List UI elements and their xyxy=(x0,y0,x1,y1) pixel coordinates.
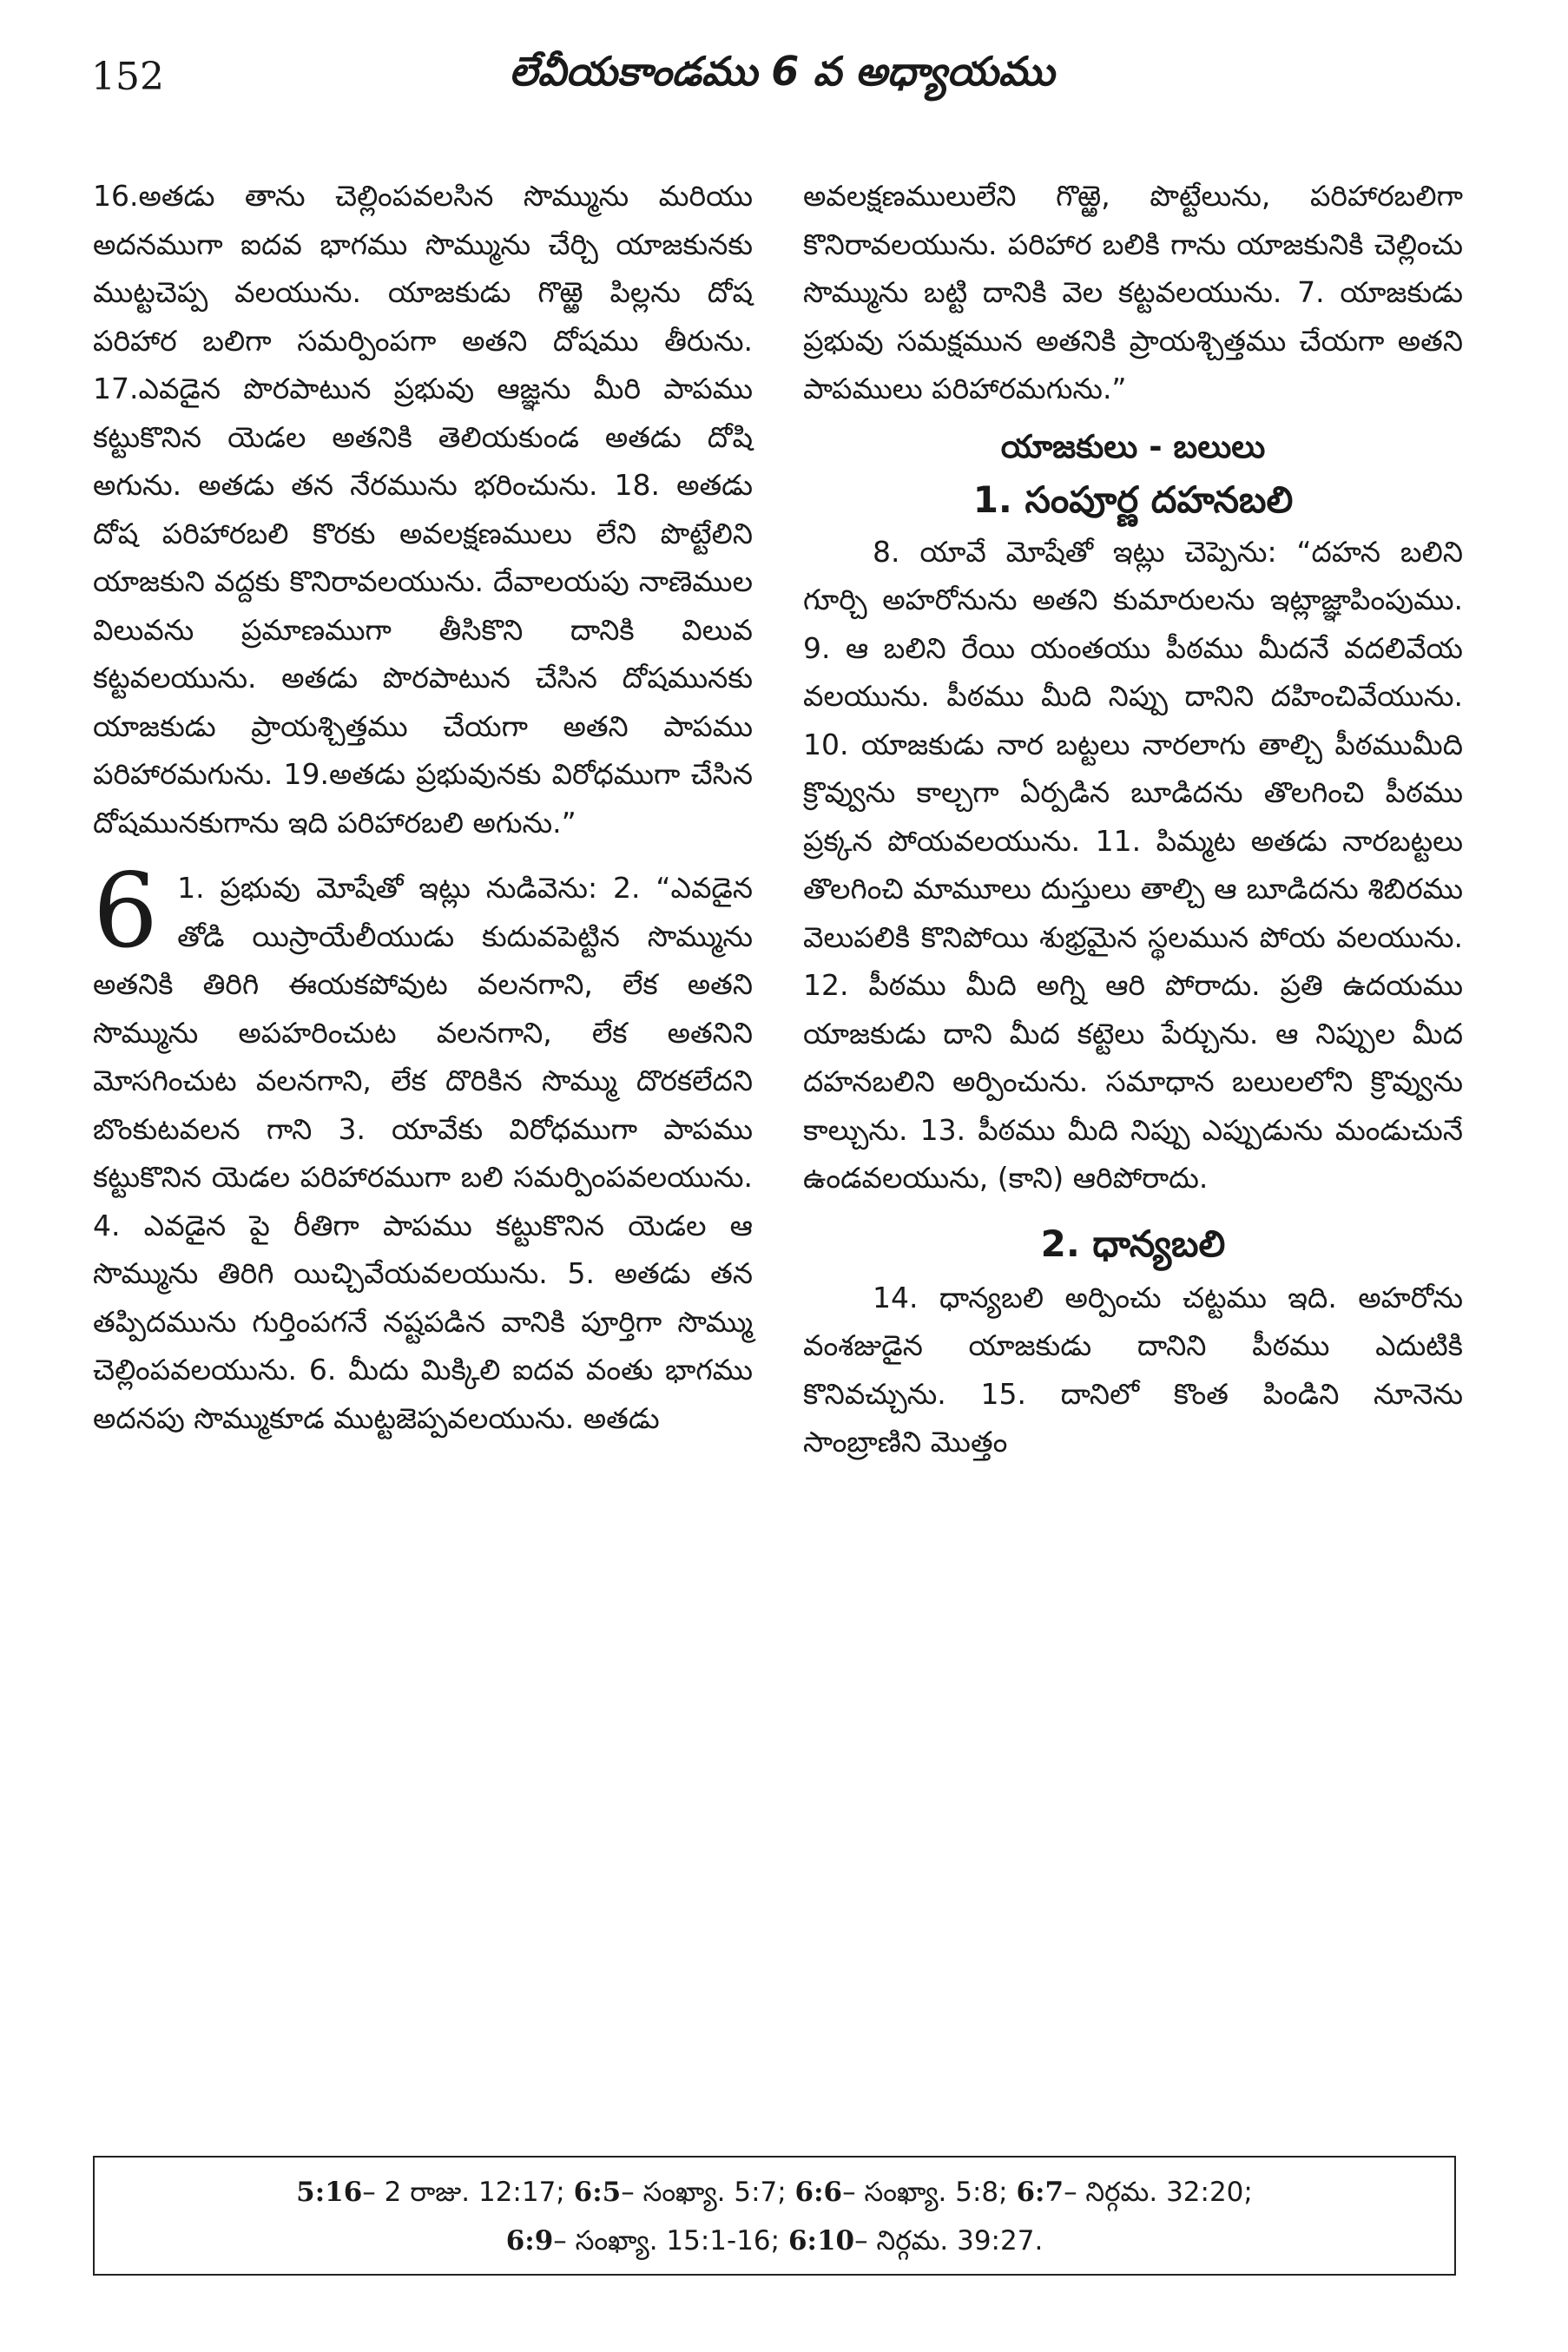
paragraph: 14. ధాన్యబలి అర్పించు చట్టము ఇది. అహరోను వంశజుడైన యాజకుడు దానిని పీఠము ఎదుటికి కొనివచ్చును. 15. దానిలో కొంత పిండిని నూనెను సాంబ్రాణిని మొత్తం xyxy=(803,1280,1463,1459)
right-column xyxy=(803,172,1463,1466)
page-number: 152 xyxy=(91,55,164,99)
cross-reference-ref: 6:5 xyxy=(573,2177,622,2208)
footnote-line xyxy=(95,2217,1454,2265)
cross-reference-ref: 6:9 xyxy=(505,2225,554,2256)
cross-reference-ref: 6:6 xyxy=(794,2177,843,2208)
page-header xyxy=(91,48,1472,117)
paragraph: 1. ప్రభువు మోషేతో ఇట్లు నుడివెను: 2. “ఎవడైన తోడి యిస్రాయేలీయుడు కుదువపెట్టిన సొమ్మును అతనికి తిరిగి ఈయకపోవుట వలనగాని, లేక అతని సొమ్మును అపహరించుట వలనగాని, లేక అతనిని మోసగించుట వలనగాని, లేక దొరికిన సొమ్ము దొరకలేదని బొంకుటవలన గాని 3. యావేకు విరోధముగా పాపము కట్టుకొనిన యెడల పరిహారముగా బలి సమర్పింపవలయును. 4. ఎవడైన పై రీతిగా పాపము కట్టుకొనిన యెడల ఆ సొమ్మును తిరిగి యిచ్చివేయవలయును. 5. అతడు తన తప్పిదమును గుర్తింపగనే నష్టపడిన వానికి పూర్తిగా సొమ్ము చెల్లింపవలయును. 6. మీదు మిక్కిలి ఐదవ వంతు భాగము అదనపు సొమ్ముకూడ ముట్టజెప్పవలయును. అతడు xyxy=(93,871,753,1435)
cross-reference-ref: 5:16 xyxy=(296,2177,363,2208)
section-heading: 1. సంపూర్ణ దహనబలి xyxy=(972,478,1294,521)
paragraph: 8. యావే మోషేతో ఇట్లు చెప్పెను: “దహన బలిని గూర్చి అహరోనును అతని కుమారులను ఇట్లాజ్ఞాపింపుము. 9. ఆ బలిని రేయి యంతయు పీఠము మీదనే వదలివేయ వలయును. పీఠము మీది నిప్పు దానిని దహించివేయును. 10. యాజకుడు నార బట్టలు నారలాగు తాల్చి పీఠముమీది క్రొవ్వును కాల్చగా ఏర్పడిన బూడిదను తొలగించి పీఠము ప్రక్కన పోయవలయును. 11. పిమ్మట అతడు నారబట్టలు తొలగించి మామూలు దుస్తులు తాల్చి ఆ బూడిదను శిబిరము వెలుపలికి కొనిపోయి శుభ్రమైన స్థలమున పోయ వలయును. 12. పీఠము మీది అగ్ని ఆరి పోరాదు. ప్రతి ఉదయము యాజకుడు దాని మీద కట్టెలు పేర్చును. ఆ నిప్పుల మీద దహనబలిని అర్పించును. సమాధాన బలులలోని క్రొవ్వును కాల్చును. 13. పీఠము మీది నిప్పు ఎప్పుడును మండుచునే ఉండవలయును, (కాని) ఆరిపోరాదు. xyxy=(803,534,1463,1195)
paragraph: అవలక్షణములులేని గొఱ్ఱె, పొట్టేలును, పరిహారబలిగా కొనిరావలయును. పరిహార బలికి గాను యాజకునికి చెల్లించు సొమ్మును బట్టి దానికి వెల కట్టవలయును. 7. యాజకుడు ప్రభువు సమక్షమున అతనికి ప్రాయశ్చిత్తము చేయగా అతని పాపములు పరిహారమగును.” xyxy=(803,179,1463,405)
running-title: లేవీయకాండము 6 వ అధ్యాయము xyxy=(509,48,1055,95)
cross-reference-text: – సంఖ్యా. 15:1-16; xyxy=(553,2225,788,2256)
cross-reference-text: – నిర్గమ. 39:27. xyxy=(854,2225,1044,2256)
paragraph: 16.అతడు తాను చెల్లింపవలసిన సొమ్మును మరియు అదనముగా ఐదవ భాగము సొమ్మును చేర్చి యాజకునకు ముట్టచెప్ప వలయును. యాజకుడు గొఱ్ఱె పిల్లను దోష పరిహార బలిగా సమర్పింపగా అతని దోషము తీరును. 17.ఎవడైన పొరపాటున ప్రభువు ఆజ్ఞను మీరి పాపము కట్టుకొనిన యెడల అతనికి తెలియకుండ అతడు దోషి అగును. అతడు తన నేరమును భరించును. 18. అతడు దోష పరిహారబలి కొరకు అవలక్షణములు లేని పొట్టేలిని యాజకుని వద్దకు కొనిరావలయును. దేవాలయపు నాణెముల విలువను ప్రమాణముగా తీసికొని దానికి విలువ కట్టవలయును. అతడు పొరపాటున చేసిన దోషమునకు యాజకుడు ప్రాయశ్చిత్తము చేయగా అతని పాపము పరిహారమగును. 19.అతడు ప్రభువునకు విరోధముగా చేసిన దోషమునకుగాను ఇది పరిహారబలి అగును.” xyxy=(93,179,753,840)
section-heading: యాజకులు - బలులు xyxy=(1000,427,1266,465)
cross-reference-ref: 6:10 xyxy=(787,2225,855,2256)
left-column xyxy=(93,172,753,1442)
cross-reference-text: – నిర్గమ. 32:20; xyxy=(1064,2177,1253,2208)
section-heading: 2. ధాన్యబలి xyxy=(1040,1222,1226,1265)
chapter-number: 6 xyxy=(93,851,159,971)
chapter-start xyxy=(93,851,753,1442)
cross-reference-text: – సంఖ్యా. 5:8; xyxy=(842,2177,1017,2208)
footnote-line xyxy=(95,2168,1454,2217)
cross-reference-text: – 2 రాజు. 12:17; xyxy=(362,2177,574,2208)
cross-reference-text: – సంఖ్యా. 5:7; xyxy=(621,2177,795,2208)
cross-reference-ref: 6:7 xyxy=(1016,2177,1064,2208)
cross-reference-box xyxy=(93,2156,1456,2276)
